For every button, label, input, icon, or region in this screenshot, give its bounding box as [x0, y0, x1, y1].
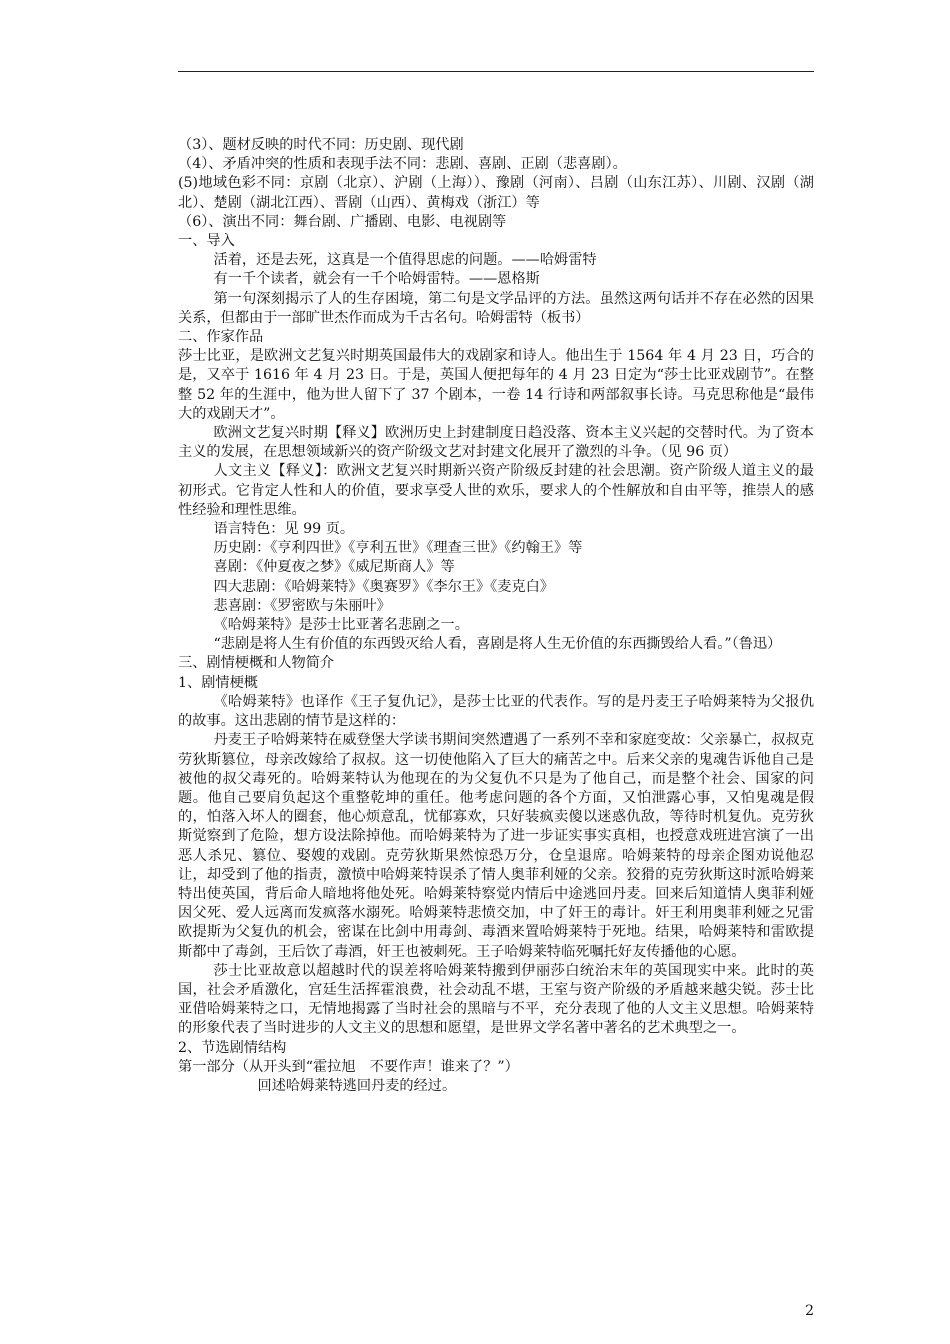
paragraph: 莎士比亚，是欧洲文艺复兴时期英国最伟大的戏剧家和诗人。他出生于 1564 年 4 月 23 日，巧合的是，又卒于 1616 年 4 月 23 日。于是，英国人便把每年的 4 月 23 日定为“莎士比亚戏剧节”。在整整 52 年的生涯中，他为世人留下了 37 个剧本，一卷 14 行诗和两部叙事长诗。马克思称他是“最伟大的戏剧天才”。	[178, 348, 814, 422]
paragraph: 悲喜剧：《罗密欧与朱丽叶》	[213, 597, 391, 614]
paragraph: 语言特色：见 99 页。	[213, 521, 355, 538]
section-heading: 二、作家作品	[178, 329, 264, 346]
paragraph: 欧洲文艺复兴时期【释义】欧洲历史上封建制度日趋没落、资本主义兴起的交替时代。为了资本主义的发展，在思想领域新兴的资产阶级文艺对封建文化展开了激烈的斗争。（见 96 页）	[178, 425, 814, 461]
paragraph: （4）、矛盾冲突的性质和表现手法不同：悲剧、喜剧、正剧（悲喜剧）。	[178, 156, 627, 173]
paragraph: （6）、演出不同：舞台剧、广播剧、电影、电视剧等	[178, 213, 507, 230]
paragraph: （3）、题材反映的时代不同：历史剧、现代剧	[178, 137, 464, 153]
paragraph: 历史剧：《亨利四世》《亨利五世》《理查三世》《约翰王》等	[213, 540, 583, 557]
page-number: 2	[805, 1303, 814, 1319]
subsection-heading: 2、节选剧情结构	[178, 1039, 287, 1056]
paragraph: “悲剧是将人生有价值的东西毁灭给人看，喜剧是将人生无价值的东西撕毁给人看。”（鲁迅）	[213, 636, 782, 653]
paragraph: 喜剧：《仲夏夜之梦》《威尼斯商人》等	[213, 559, 455, 576]
paragraph: 第一句深刻揭示了人的生存困境，第二句是文学品评的方法。虽然这两句话并不存在必然的因果关系，但都由于一部旷世杰作而成为千古名句。哈姆雷特（板书）	[178, 290, 814, 326]
paragraph: 人文主义【释义】：欧洲文艺复兴时期新兴资产阶级反封建的社会思潮。资产阶级人道主义的最初形式。它肯定人性和人的价值，要求享受人世的欢乐，要求人的个性解放和自由平等，推崇人的感性经验和理性思维。	[178, 463, 814, 518]
paragraph: 莎士比亚故意以超越时代的误差将哈姆莱特搬到伊丽莎白统治末年的英国现实中来。此时的英国，社会矛盾激化，宫廷生活挥霍浪费，社会动乱不堪，王室与资产阶级的矛盾越来越尖锐。莎士比亚借哈姆莱特之口，无情地揭露了当时社会的黑暗与不平，充分表现了他的人文主义思想。哈姆莱特的形象代表了当时进步的人文主义的思想和愿望，是世界文学名著中著名的艺术典型之一。	[178, 962, 814, 1037]
paragraph: (5)地域色彩不同：京剧（北京）、沪剧（上海））、豫剧（河南）、吕剧（山东江苏）、川剧、汉剧（湖北）、楚剧（湖北江西）、晋剧（山西）、黄梅戏（浙江）等	[178, 175, 814, 211]
paragraph: 《哈姆莱特》也译作《王子复仇记》，是莎士比亚的代表作。写的是丹麦王子哈姆莱特为父报仇的故事。这出悲剧的情节是这样的：	[178, 693, 814, 730]
header-rule	[178, 71, 814, 72]
paragraph: 第一部分（从开头到“霍拉旭 不要作声！谁来了？”）	[178, 1058, 519, 1075]
document-body	[178, 136, 814, 1096]
subsection-heading: 1、剧情梗概	[178, 674, 258, 691]
paragraph: 四大悲剧：《哈姆莱特》《奥赛罗》《李尔王》《麦克白》	[213, 578, 554, 595]
section-heading: 三、剧情梗概和人物简介	[178, 655, 335, 672]
quote-line: 活着，还是去死，这真是一个值得思虑的问题。——哈姆雷特	[213, 252, 597, 269]
paragraph: 《哈姆莱特》是莎士比亚著名悲剧之一。	[213, 617, 469, 634]
paragraph: 丹麦王子哈姆莱特在威登堡大学读书期间突然遭遇了一系列不幸和家庭变故：父亲暴亡，叔叔克劳狄斯篡位，母亲改嫁给了叔叔。这一切使他陷入了巨大的痛苦之中。后来父亲的鬼魂告诉他自己是被他的叔父毒死的。哈姆莱特认为他现在的为父复仇不只是为了他自己，而是整个社会、国家的问题。他自己要肩负起这个重整乾坤的重任。他考虑问题的各个方面，又怕泄露心事，又怕鬼魂是假的，怕落入坏人的圈套，他心烦意乱，忧郁寡欢，只好装疯卖傻以迷惑仇敌，等待时机复仇。克劳狄斯觉察到了危险，想方设法除掉他。而哈姆莱特为了进一步证实事实真相，也授意戏班进宫演了一出恶人杀兄、篡位、娶嫂的戏剧。克劳狄斯果然惊恐万分，仓皇退席。哈姆莱特的母亲企图劝说他忍让，却受到了他的指责，激愤中哈姆莱特误杀了情人奥菲利娅的父亲。狡猾的克劳狄斯这时派哈姆莱特出使英国，背后命人暗地将他处死。哈姆莱特察觉内情后中途逃回丹麦。回来后知道情人奥菲利娅因父死、爱人远离而发疯落水溺死。哈姆莱特悲愤交加，中了奸王的毒计。奸王利用奥菲利娅之兄雷欧提斯为父复仇的机会，密谋在比剑中用毒剑、毒酒来置哈姆莱特于死地。结果，哈姆莱特和雷欧提斯都中了毒剑，王后饮了毒酒，奸王也被刺死。王子哈姆莱特临死嘱托好友传播他的心愿。	[178, 732, 814, 960]
quote-line: 有一千个读者，就会有一千个哈姆雷特。——恩格斯	[213, 271, 540, 288]
section-heading: 一、导入	[178, 233, 235, 250]
paragraph: 回述哈姆莱特逃回丹麦的经过。	[257, 1077, 457, 1094]
